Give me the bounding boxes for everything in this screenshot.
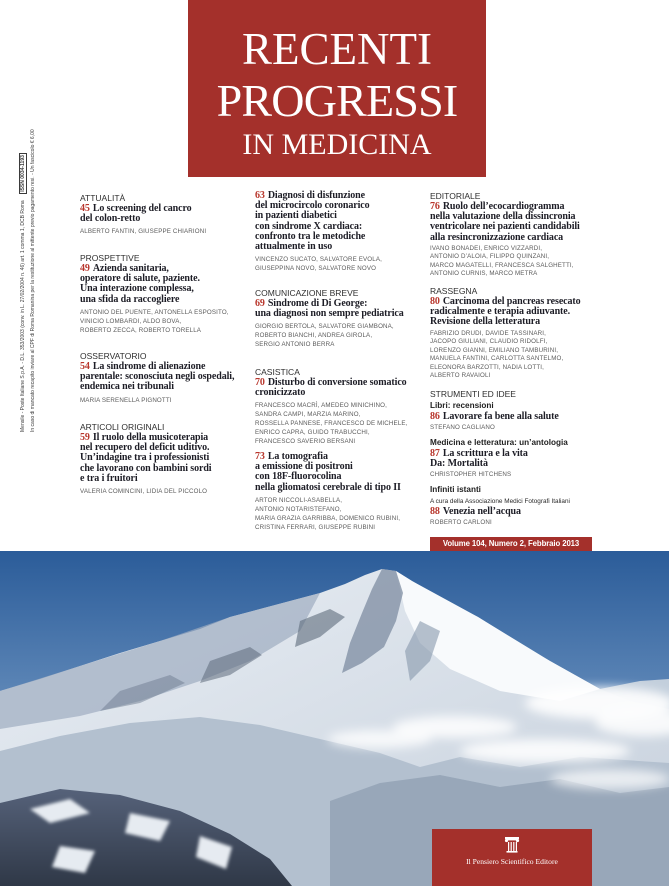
author-line: CRISTINA FERRARI, GIUSEPPE RUBINI — [255, 523, 376, 531]
article-title-line — [255, 242, 427, 252]
article-title-line — [255, 483, 427, 493]
author-line: ANTONIO NOTARISTEFANO, — [255, 505, 342, 513]
author-line: SERGIO ANTONIO BERRA — [255, 341, 335, 349]
article-title-text: radicalmente e terapia adiuvante. — [430, 306, 571, 318]
author-line: ELEONORA BARZOTTI, NADIA LOTTI, — [430, 363, 544, 371]
article-title — [255, 191, 427, 252]
article-title — [255, 378, 427, 398]
section-header: RASSEGNA — [430, 286, 478, 296]
page-number: 45 — [80, 203, 90, 214]
toc-article — [80, 433, 250, 496]
postal-info — [18, 87, 38, 432]
article-title-line — [80, 295, 250, 305]
article-title-text: del colon-retto — [80, 213, 141, 225]
article-title-text: a emissione di positroni — [255, 461, 353, 473]
article-title-text: cronicizzato — [255, 387, 306, 399]
author-line: ALBERTO FANTIN, GIUSEPPE CHIARIONI — [80, 228, 207, 236]
author-line: FABRIZIO DRUDI, DAVIDE TASSINARI, — [430, 329, 546, 337]
article-title-text: Da: Mortalità — [430, 457, 488, 469]
article-title-text: Revisione della letteratura — [430, 316, 541, 328]
article-title-text: Venezia nell’acqua — [442, 505, 521, 517]
article-title-text: una sfida da raccogliere — [80, 293, 180, 305]
article-title-line — [430, 317, 605, 327]
section-header: COMUNICAZIONE BREVE — [255, 288, 359, 298]
article-title-text: La sindrome di alienazione — [92, 361, 206, 372]
author-line: MARIA SERENELLA PIGNOTTI — [80, 396, 172, 404]
toc-article — [430, 484, 605, 528]
article-subhead: Libri: recensioni — [430, 401, 494, 410]
article-authors — [430, 330, 605, 381]
page-number: 54 — [80, 361, 90, 372]
toc-article — [80, 362, 250, 405]
author-line: CHRISTOPHER HITCHENS — [430, 471, 512, 479]
toc-article — [255, 452, 427, 532]
article-title-text: Lavorare fa bene alla salute — [442, 411, 559, 422]
page-number: 88 — [430, 505, 440, 517]
article-title-text: alla resincronizzazione cardiaca — [430, 231, 564, 243]
article-authors — [80, 487, 250, 496]
article-title-text: Disturbo di conversione somatico — [267, 377, 407, 388]
author-line: IVANO BONADEI, ENRICO VIZZARDI, — [430, 244, 543, 252]
page-number: 63 — [255, 190, 265, 201]
article-note: A cura della Associazione Medici Fotografi Italiani — [430, 497, 570, 505]
page-number: 73 — [255, 451, 265, 462]
page-number: 49 — [80, 263, 90, 274]
article-title-text: Ruolo dell’ecocardiogramma — [442, 201, 565, 212]
article-title — [80, 264, 250, 305]
article-title — [80, 204, 250, 224]
article-title-text: parentale: sconosciuta negli ospedali, — [80, 371, 235, 383]
toc-article — [255, 191, 427, 273]
author-line: STEFANO CAGLIANO — [430, 424, 495, 432]
author-line: ROBERTO BIANCHI, ANDREA GIROLA, — [255, 332, 373, 340]
article-title-line — [80, 474, 250, 484]
page-number: 76 — [430, 201, 440, 212]
toc-section — [430, 388, 605, 527]
masthead-subtitle: IN MEDICINA — [242, 128, 432, 161]
page-number: 87 — [430, 447, 440, 459]
author-line: MARIA GRAZIA GARRIBBA, DOMENICO RUBINI, — [255, 514, 401, 522]
article-authors — [80, 227, 250, 236]
article-title-text: Azienda sanitaria, — [92, 263, 169, 274]
postal-info-line — [18, 87, 28, 432]
article-title — [430, 412, 605, 422]
article-title — [255, 299, 427, 319]
article-title-text: in pazienti diabetici — [255, 210, 337, 222]
article-title-text: Il ruolo della musicoterapia — [92, 432, 209, 443]
article-authors — [80, 308, 250, 335]
author-line: ENRICO CAPRA, GUIDO TRABUCCHI, — [255, 429, 370, 437]
page-number: 80 — [430, 296, 440, 307]
article-title-text: attualmente in uso — [255, 240, 333, 252]
toc-section — [80, 252, 250, 335]
section-header: OSSERVATORIO — [80, 351, 147, 361]
article-title-text: nella gliomatosi cerebrale di tipo II — [255, 481, 401, 493]
author-line: ROBERTO ZECCA, ROBERTO TORELLA — [80, 326, 202, 334]
author-line: ANTONIO DEL PUENTE, ANTONELLA ESPOSITO, — [80, 308, 229, 316]
article-authors — [255, 255, 427, 273]
article-title-text: nella valutazione della dissincronia — [430, 211, 576, 223]
author-line: VINICIO LOMBARDI, ALDO BOVA, — [80, 317, 182, 325]
section-header: ARTICOLI ORIGINALI — [80, 422, 165, 432]
toc-section — [80, 350, 250, 405]
article-subhead: Medicina e letteratura: un’antologia — [430, 437, 568, 447]
article-title-line — [255, 388, 427, 398]
article-title — [255, 452, 427, 493]
article-title-text: una diagnosi non sempre pediatrica — [255, 308, 404, 320]
author-line: ANTONIO CURNIS, MARCO METRA — [430, 270, 538, 278]
article-title-text: con sindrome X cardiaca: — [255, 220, 363, 232]
article-authors — [255, 401, 427, 446]
author-line: ARTOR NICCOLI-ASABELLA, — [255, 496, 343, 504]
author-line: VINCENZO SUCATO, SALVATORE EVOLA, — [255, 256, 383, 264]
article-title-line — [430, 459, 605, 469]
toc-section — [80, 192, 250, 236]
toc-section — [80, 421, 250, 496]
toc-section — [255, 452, 427, 532]
article-title-text: La tomografia — [267, 451, 328, 462]
author-line: GIORGIO BERTOLA, SALVATORE GIAMBONA, — [255, 323, 394, 331]
author-line: FRANCESCO SAVERIO BERSANI — [255, 438, 356, 446]
article-title-text: che lavorano con bambini sordi — [80, 462, 212, 474]
author-line: MARCO MAGATELLI, FRANCESCA SALGHETTI, — [430, 261, 574, 269]
issn-box: ISSN 0034-1193 — [19, 153, 27, 195]
article-title-text: endemica nei tribunali — [80, 381, 174, 393]
toc-section — [430, 285, 605, 381]
masthead-title-line: RECENTI — [242, 24, 432, 74]
author-line: ANTONIO D’ALOIA, FILIPPO QUINZANI, — [430, 253, 550, 261]
article-title-line — [80, 382, 250, 392]
article-title — [430, 297, 605, 328]
toc-section — [255, 191, 427, 273]
article-title-line — [255, 309, 427, 319]
article-title-text: Diagnosi di disfunzione — [267, 190, 365, 201]
masthead — [188, 0, 486, 177]
article-title — [430, 507, 605, 517]
article-title-line — [80, 214, 250, 224]
author-line: GIUSEPPINA NOVO, SALVATORE NOVO — [255, 265, 377, 273]
article-title — [430, 449, 605, 469]
article-title-text: nel recupero del deficit uditivo. — [80, 442, 210, 454]
author-line: SANDRA CAMPI, MARZIA MARINO, — [255, 411, 361, 419]
article-title-text: e tra i fruitori — [80, 472, 138, 484]
article-authors — [430, 471, 605, 480]
article-title-text: operatore di salute, paziente. — [80, 273, 200, 285]
article-title-text: Carcinoma del pancreas resecato — [442, 296, 581, 307]
article-title-line — [430, 507, 605, 517]
author-line: JACOPO GIULIANI, CLAUDIO RIDOLFI, — [430, 338, 548, 346]
publisher-name: Il Pensiero Scientifico Editore — [466, 857, 558, 866]
section-header: EDITORIALE — [430, 191, 481, 201]
author-line: ALBERTO RAVAIOLI — [430, 372, 491, 380]
article-authors — [255, 496, 427, 532]
toc-article — [430, 437, 605, 480]
article-title-text: confronto tra le metodiche — [255, 230, 366, 242]
toc-article — [80, 204, 250, 236]
article-subhead: Infiniti istanti — [430, 484, 481, 494]
page-number: 59 — [80, 432, 90, 443]
toc-article — [430, 297, 605, 381]
author-line: ROBERTO CARLONI — [430, 518, 492, 526]
author-line: FRANCESCO MACRÌ, AMEDEO MINICHINO, — [255, 402, 387, 410]
page-number: 69 — [255, 298, 265, 309]
toc-article — [255, 378, 427, 446]
toc-section — [255, 366, 427, 446]
article-title-line — [430, 412, 605, 422]
article-title-text: Un’indagine tra i professionisti — [80, 452, 210, 464]
author-line: LORENZO GIANNI, EMILIANO TAMBURINI, — [430, 346, 559, 354]
section-header: ATTUALITÀ — [80, 193, 126, 203]
article-title-text: La scrittura e la vita — [442, 447, 528, 459]
section-header: STRUMENTI ED IDEE — [430, 389, 516, 399]
article-title — [80, 362, 250, 393]
page-number: 70 — [255, 377, 265, 388]
article-title-text: Una interazione complessa, — [80, 283, 194, 295]
article-authors — [430, 519, 605, 528]
publisher-logo-icon — [503, 836, 521, 854]
article-title-text: ventricolare nei pazienti candidabili — [430, 221, 580, 233]
article-title-line — [430, 233, 605, 243]
article-title — [430, 202, 605, 243]
postal-info-text: Mensile - Poste Italiane S.p.A. - D.L. 353/2003 (conv. in L. 27/02/2004 n. 46) art. 1 comma 1, DCB Roma — [20, 200, 26, 432]
article-title-text: Sindrome di Di George: — [267, 298, 368, 309]
toc-section — [430, 190, 605, 279]
section-header: PROSPETTIVE — [80, 253, 140, 263]
postal-info-line: In caso di mancato recapito inviare al CPF di Roma Romanina per la restituzione al mittente previo pagamento resi. - Un fascicolo € 6,00 — [30, 129, 36, 432]
section-header: CASISTICA — [255, 367, 300, 377]
publisher-box — [432, 829, 592, 886]
page-number: 86 — [430, 411, 440, 422]
toc-article — [255, 299, 427, 349]
article-title — [80, 433, 250, 484]
issue-info-bar: Volume 104, Numero 2, Febbraio 2013 — [430, 537, 592, 551]
toc-section — [255, 287, 427, 349]
article-title-text: con 18F-fluorocolina — [255, 471, 342, 483]
author-line: VALERIA COMINCINI, LIDIA DEL PICCOLO — [80, 487, 208, 495]
article-authors — [430, 245, 605, 279]
article-authors — [80, 396, 250, 405]
article-authors — [255, 322, 427, 349]
author-line: ROSSELLA PANNESE, FRANCESCO DE MICHELE, — [255, 420, 408, 428]
toc-article — [80, 264, 250, 335]
article-title-text: Lo screening del cancro — [92, 203, 192, 214]
article-authors — [430, 424, 605, 433]
toc-article — [430, 202, 605, 279]
toc-article — [430, 400, 605, 433]
article-title-text: del microcircolo coronarico — [255, 200, 370, 212]
masthead-title-line: PROGRESSI — [216, 75, 458, 126]
author-line: MANUELA FANTINI, CARLOTTA SANTELMO, — [430, 355, 564, 363]
